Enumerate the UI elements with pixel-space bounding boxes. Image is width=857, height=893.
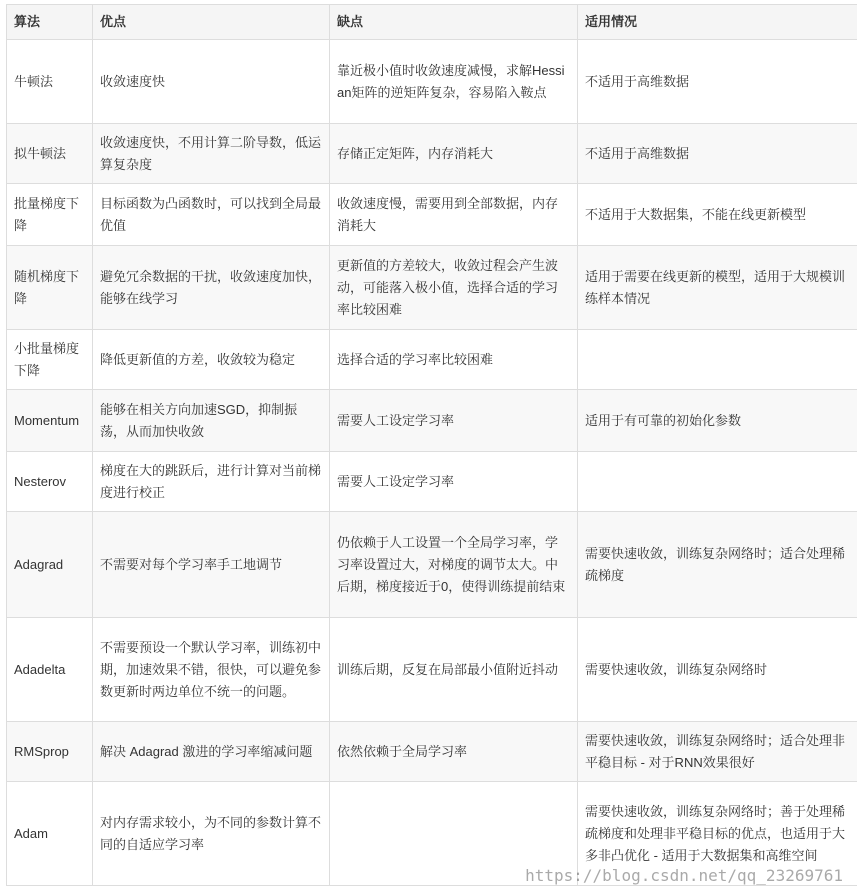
cell-cons: 靠近极小值时收敛速度减慢，求解Hessian矩阵的逆矩阵复杂，容易陷入鞍点 [330,40,578,124]
cell-pros: 不需要对每个学习率手工地调节 [93,512,330,618]
header-cons: 缺点 [330,5,578,40]
cell-algorithm: 批量梯度下降 [7,184,93,246]
cell-applicability: 不适用于高维数据 [578,40,857,124]
cell-pros: 能够在相关方向加速SGD，抑制振荡，从而加快收敛 [93,390,330,452]
cell-pros: 不需要预设一个默认学习率，训练初中期，加速效果不错，很快，可以避免参数更新时两边单位不统一的问题。 [93,618,330,722]
cell-applicability: 不适用于大数据集，不能在线更新模型 [578,184,857,246]
cell-applicability: 不适用于高维数据 [578,124,857,184]
cell-applicability: 适用于需要在线更新的模型，适用于大规模训练样本情况 [578,246,857,330]
cell-algorithm: Momentum [7,390,93,452]
table-row [7,618,857,722]
cell-applicability [578,452,857,512]
optimizer-comparison-table [6,4,857,886]
cell-pros: 梯度在大的跳跃后，进行计算对当前梯度进行校正 [93,452,330,512]
cell-algorithm: Adagrad [7,512,93,618]
table-row [7,512,857,618]
header-algorithm: 算法 [7,5,93,40]
cell-pros: 降低更新值的方差，收敛较为稳定 [93,330,330,390]
table-row [7,246,857,330]
table-row [7,40,857,124]
cell-algorithm: 拟牛顿法 [7,124,93,184]
cell-pros: 避免冗余数据的干扰，收敛速度加快，能够在线学习 [93,246,330,330]
cell-cons: 更新值的方差较大，收敛过程会产生波动，可能落入极小值，选择合适的学习率比较困难 [330,246,578,330]
cell-cons: 存储正定矩阵，内存消耗大 [330,124,578,184]
cell-cons: 依然依赖于全局学习率 [330,722,578,782]
cell-applicability: 需要快速收敛，训练复杂网络时；善于处理稀疏梯度和处理非平稳目标的优点，也适用于大多非凸优化 - 适用于大数据集和高维空间 [578,782,857,886]
cell-algorithm: Adam [7,782,93,886]
cell-pros: 对内存需求较小，为不同的参数计算不同的自适应学习率 [93,782,330,886]
watermark: https://blog.csdn.net/qq_23269761 [525,866,843,885]
header-applicability: 适用情况 [578,5,857,40]
table-row [7,722,857,782]
cell-pros: 目标函数为凸函数时，可以找到全局最优值 [93,184,330,246]
cell-algorithm: Nesterov [7,452,93,512]
cell-cons: 需要人工设定学习率 [330,452,578,512]
cell-algorithm: RMSprop [7,722,93,782]
cell-applicability: 需要快速收敛，训练复杂网络时 [578,618,857,722]
cell-algorithm: 随机梯度下降 [7,246,93,330]
table-row [7,452,857,512]
cell-cons: 仍依赖于人工设置一个全局学习率，学习率设置过大，对梯度的调节太大。中后期，梯度接近于0，使得训练提前结束 [330,512,578,618]
header-row [7,5,857,40]
cell-cons: 收敛速度慢，需要用到全部数据，内存消耗大 [330,184,578,246]
cell-pros: 解决 Adagrad 激进的学习率缩减问题 [93,722,330,782]
header-pros: 优点 [93,5,330,40]
cell-pros: 收敛速度快，不用计算二阶导数，低运算复杂度 [93,124,330,184]
table-row [7,184,857,246]
cell-algorithm: 牛顿法 [7,40,93,124]
cell-applicability [578,330,857,390]
table-row [7,124,857,184]
cell-cons: 选择合适的学习率比较困难 [330,330,578,390]
table-row [7,330,857,390]
cell-algorithm: Adadelta [7,618,93,722]
cell-applicability: 需要快速收敛，训练复杂网络时；适合处理稀疏梯度 [578,512,857,618]
cell-applicability: 需要快速收敛，训练复杂网络时；适合处理非平稳目标 - 对于RNN效果很好 [578,722,857,782]
cell-pros: 收敛速度快 [93,40,330,124]
cell-cons: 需要人工设定学习率 [330,390,578,452]
cell-algorithm: 小批量梯度下降 [7,330,93,390]
cell-applicability: 适用于有可靠的初始化参数 [578,390,857,452]
cell-cons: 训练后期，反复在局部最小值附近抖动 [330,618,578,722]
table-row [7,390,857,452]
